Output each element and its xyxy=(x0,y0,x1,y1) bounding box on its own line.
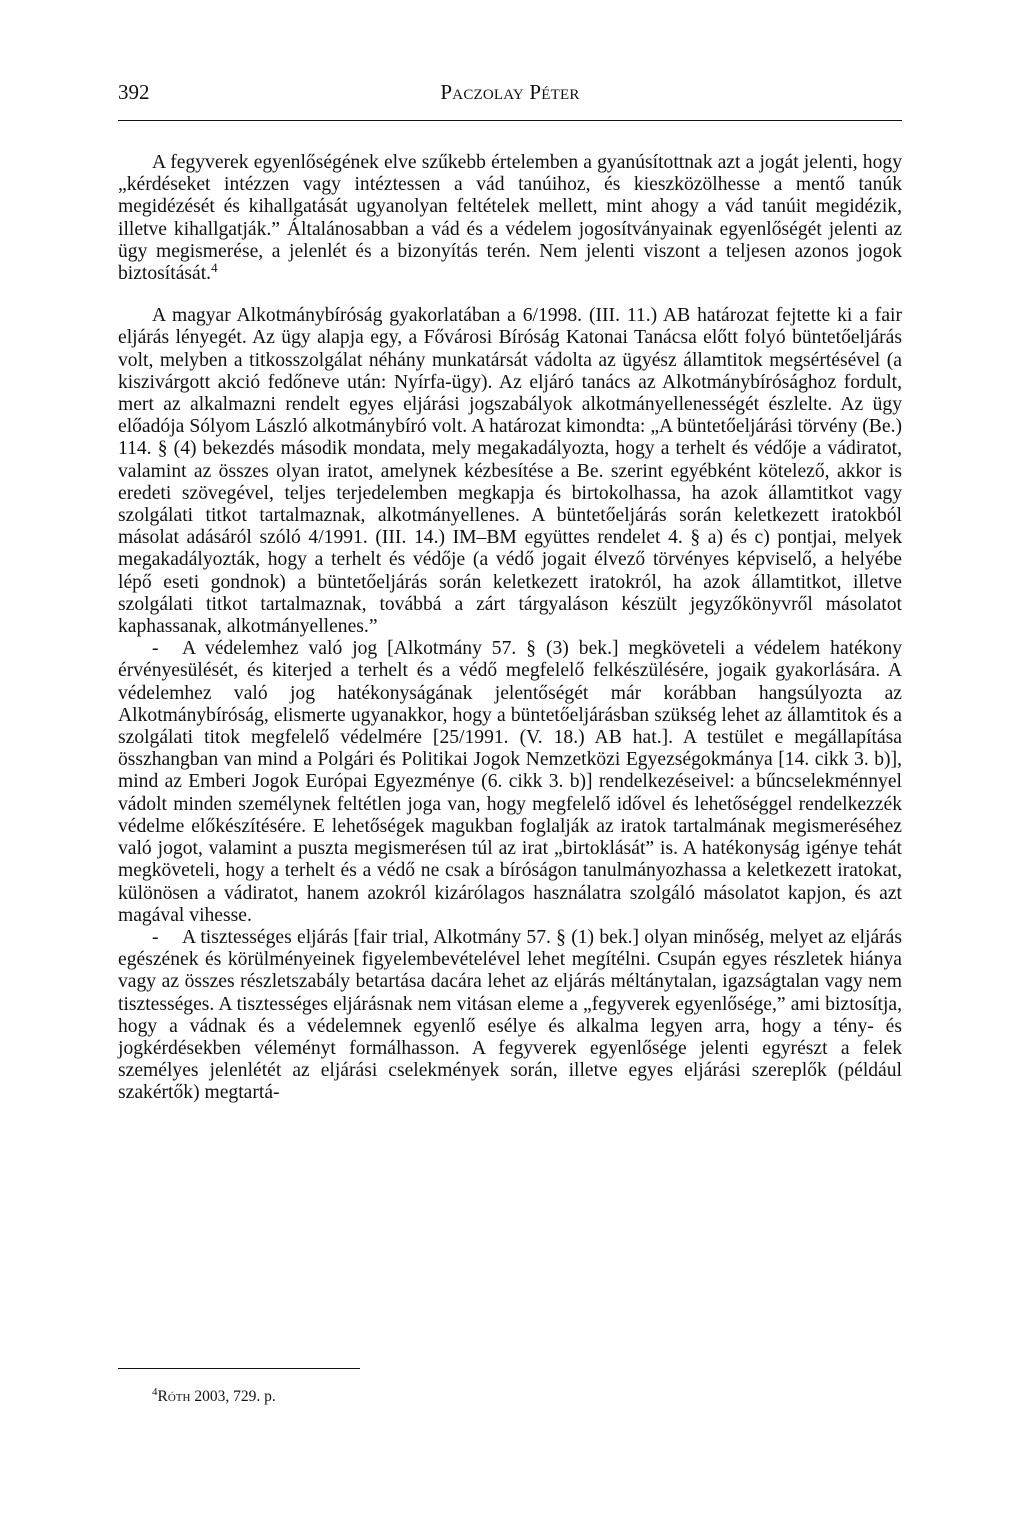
paragraph-1 xyxy=(118,152,902,285)
footnote-reference[interactable]: 4 xyxy=(211,260,218,276)
paragraph-1-text: A fegyverek egyenlőségének elve szűkebb értelemben a gyanúsítottnak azt a jogát jelenti, hogy „kérdéseket intézzen vagy intéztessen a vád tanúihoz, és kieszközölhesse a mentő tanúk megidézését és kihallgatását ugyanolyan feltételek mellett, mint ahogy a vád tanúit megidézik, illetve kihallgatják.” Általánosabban a vád és a védelem jogosítványainak egyenlőségét jelenti az ügy megismerése, a jelenlét és a bizonyítás terén. Nem jelenti viszont a teljesen azonos jogok biztosítását. xyxy=(118,152,902,285)
list-dash: - xyxy=(152,926,159,948)
footnote-number: 4 xyxy=(152,1386,158,1398)
body-text xyxy=(118,152,902,1105)
footnote-citation: 2003, 729. p. xyxy=(190,1388,276,1405)
paragraph-4-text: A tisztességes eljárás [fair trial, Alkotmány 57. § (1) bek.] olyan minőség, melyet az eljárás egészének és körülményeinek figyelembevételével lehet megítélni. Csupán egyes részletek hiánya vagy az összes részletszabály betartása dacára lehet az eljárás méltánytalan, igazságtalan vagy nem tisztességes. A tisztességes eljárásnak nem vitásan eleme a „fegyverek egyenlősége,” ami biztosítja, hogy a vádnak és a védelemnek egyenlő esélye és alkalma legyen arra, hogy a tény- és jogkérdésekben véleményt formálhasson. A fegyverek egyenlősége jelenti egyrészt a felek személyes jelenlétét az eljárási cselekmények során, illetve egyes eljárási szereplők (például szakértők) megtartá- xyxy=(118,926,902,1104)
page-number: 392 xyxy=(118,80,150,104)
paragraph-3 xyxy=(118,638,902,927)
footnote xyxy=(152,1387,852,1407)
header-rule xyxy=(118,120,902,121)
paragraph-4 xyxy=(118,927,902,1105)
footnote-author: Róth xyxy=(157,1388,191,1405)
running-head xyxy=(118,80,902,110)
running-title: Paczolay Péter xyxy=(440,80,580,104)
list-dash: - xyxy=(152,638,159,660)
paragraph-2 xyxy=(118,305,902,638)
paragraph-2-text: A magyar Alkotmánybíróság gyakorlatában a 6/1998. (III. 11.) AB határozat fejtette ki a fair eljárás lényegét. Az ügy alapja egy, a Fővárosi Bíróság Katonai Tanácsa előtt folyó büntetőeljárás volt, melyben a titkosszolgálat néhány munkatársát vádolta az ügyész államtitok megsértésével (a kiszivárgott akció fedőneve után: Nyírfa-ügy). Az eljáró tanács az Alkotmánybírósághoz fordult, mert az alkalmazni rendelt egyes eljárási jogszabályok alkotmányellenességét észlelte. Az ügy előadója Sólyom László alkotmánybíró volt. A határozat kimondta: „A büntetőeljárási törvény (Be.) 114. § (4) bekezdés második mondata, mely megakadályozta, hogy a terhelt és védője a vádiratot, valamint az összes olyan iratot, amelynek kézbesítése a Be. szerint egyébként kötelező, akkor is eredeti szövegével, teljes terjedelemben megkapja és birtokolhassa, ha azok államtitkot vagy szolgálati titkot tartalmaznak, alkotmányellenes. A büntetőeljárás során keletkezett iratokból másolat adásáról szóló 4/1991. (III. 14.) IM–BM együttes rendelet 4. § a) és c) pontjai, melyek megakadályozták, hogy a terhelt és védője (a védő jogait élvező törvényes képviselő, a helyébe lépő eseti gondnok) a büntetőeljárás során keletkezett iratokról, ha azok államtitkot, illetve szolgálati titkot tartalmaznak, továbbá a zárt tárgyaláson készült jegyzőkönyvről másolatot kaphassanak, alkotmányellenes.” xyxy=(118,305,902,638)
footnote-rule xyxy=(118,1368,360,1369)
paragraph-3-text: A védelemhez való jog [Alkotmány 57. § (3) bek.] megköveteli a védelem hatékony érvényesülését, és kiterjed a terhelt és a védő megfelelő felkészülésére, jogaik gyakorlására. A védelemhez való jog hatékonyságának jelentőségét már korábban hangsúlyozta az Alkotmánybíróság, elismerte ugyanakkor, hogy a büntetőeljárásban szükség lehet az államtitok és a szolgálati titok megfelelő védelmére [25/1991. (V. 18.) AB hat.]. A testület e megállapítása összhangban van mind a Polgári és Politikai Jogok Nemzetközi Egyezségokmánya [14. cikk 3. b)], mind az Emberi Jogok Európai Egyezménye (6. cikk 3. b)] rendelkezéseivel: a bűncselekménnyel vádolt minden személynek feltétlen joga van, hogy megfelelő idővel és lehetőséggel rendelkezzék védelme előkészítésére. E lehetőségek magukban foglalják az iratok tartalmának megismeréséhez való jogot, valamint a puszta megismerésen túl az irat „birtoklását” is. A hatékonyság igénye tehát megköveteli, hogy a terhelt és a védő ne csak a bíróságon tanulmányozhassa a keletkezett iratokat, különösen a vádiratot, hanem azokról kizárólagos használatra szolgáló másolatot kapjon, és azt magával vihesse. xyxy=(118,638,902,926)
